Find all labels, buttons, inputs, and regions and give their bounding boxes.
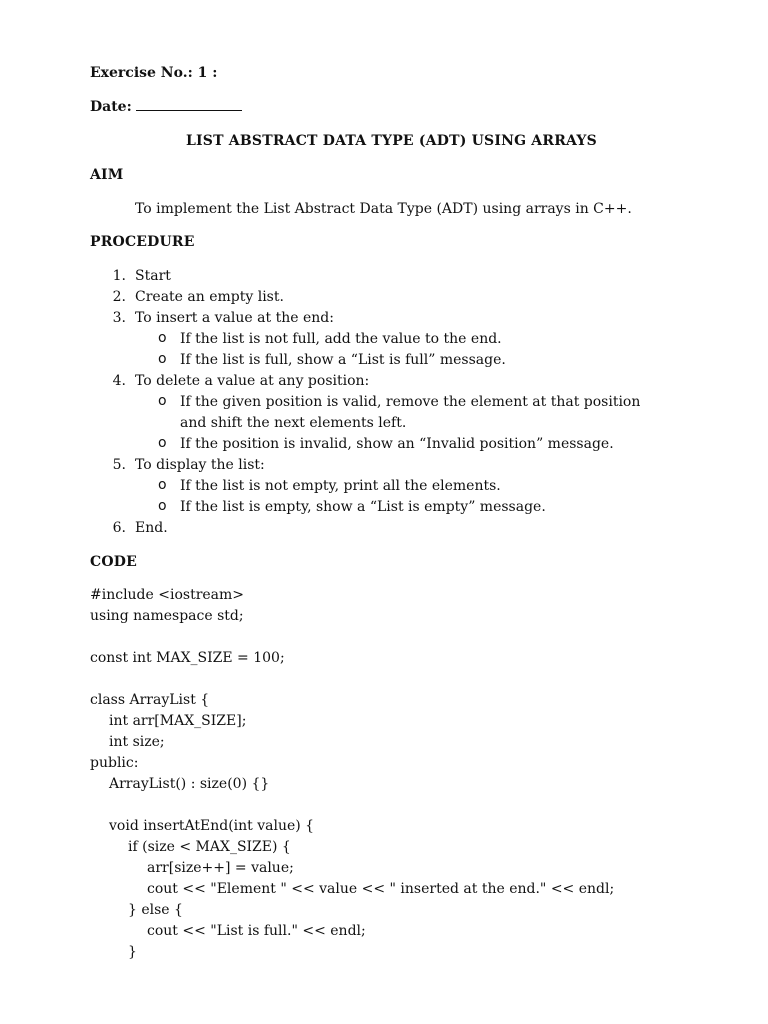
step-number: 5. xyxy=(112,457,126,473)
step-text: Create an empty list. xyxy=(135,289,284,305)
substep-text: If the list is full, show a “List is full” message. xyxy=(180,352,506,368)
code-line: } else { xyxy=(128,902,183,918)
aim-heading: AIM xyxy=(90,167,124,183)
step-text: To delete a value at any position: xyxy=(135,373,370,389)
code-line: void insertAtEnd(int value) { xyxy=(109,818,315,834)
bullet-icon: o xyxy=(158,435,167,451)
code-line: using namespace std; xyxy=(90,608,244,624)
code-line: class ArrayList { xyxy=(90,692,210,708)
aim-text: To implement the List Abstract Data Type (ADT) using arrays in C++. xyxy=(135,201,632,217)
substep-text: If the list is not full, add the value to the end. xyxy=(180,331,502,347)
bullet-icon: o xyxy=(158,351,167,367)
code-line: arr[size++] = value; xyxy=(147,860,294,876)
code-line: public: xyxy=(90,755,139,771)
substep-text: If the given position is valid, remove the element at that position xyxy=(180,394,641,410)
bullet-icon: o xyxy=(158,498,167,514)
step-text: To insert a value at the end: xyxy=(135,310,334,326)
date-label: Date: xyxy=(90,99,132,115)
bullet-icon: o xyxy=(158,477,167,493)
step-text: Start xyxy=(135,268,171,284)
page-title: LIST ABSTRACT DATA TYPE (ADT) USING ARRAYS xyxy=(186,133,597,149)
code-line: cout << "List is full." << endl; xyxy=(147,923,366,939)
substep-text: If the list is empty, show a “List is empty” message. xyxy=(180,499,546,515)
date-blank-line xyxy=(136,98,242,111)
step-text: To display the list: xyxy=(135,457,265,473)
bullet-icon: o xyxy=(158,330,167,346)
code-line: } xyxy=(128,944,137,960)
code-line: int size; xyxy=(109,734,165,750)
substep-text: If the position is invalid, show an “Invalid position” message. xyxy=(180,436,614,452)
step-text: End. xyxy=(135,520,168,536)
step-number: 6. xyxy=(112,520,126,536)
bullet-icon: o xyxy=(158,393,167,409)
code-line: cout << "Element " << value << " inserted at the end." << endl; xyxy=(147,881,615,897)
code-line: #include <iostream> xyxy=(90,587,245,603)
step-number: 4. xyxy=(112,373,126,389)
step-number: 1. xyxy=(112,268,126,284)
step-number: 2. xyxy=(112,289,126,305)
step-number: 3. xyxy=(112,310,126,326)
substep-text: If the list is not empty, print all the elements. xyxy=(180,478,501,494)
code-line: ArrayList() : size(0) {} xyxy=(109,776,270,792)
procedure-heading: PROCEDURE xyxy=(90,234,195,250)
code-line: const int MAX_SIZE = 100; xyxy=(90,650,285,666)
exercise-number: Exercise No.: 1 : xyxy=(90,65,218,81)
code-line: int arr[MAX_SIZE]; xyxy=(109,713,247,729)
substep-text-continued: and shift the next elements left. xyxy=(180,415,407,431)
date-field xyxy=(90,98,242,115)
code-heading: CODE xyxy=(90,554,137,570)
code-line: if (size < MAX_SIZE) { xyxy=(128,839,291,855)
